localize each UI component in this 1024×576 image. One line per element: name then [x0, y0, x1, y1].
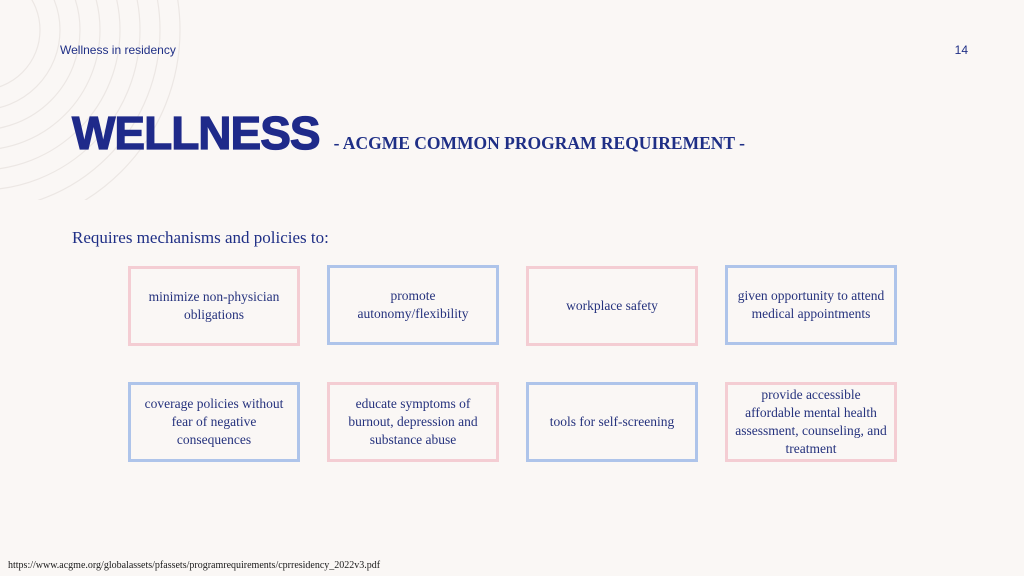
page-number: 14: [954, 43, 968, 57]
card-text: tools for self-screening: [549, 414, 675, 429]
card-text: coverage policies without fear of negative consequences: [144, 396, 284, 447]
intro-text: Requires mechanisms and policies to:: [72, 228, 329, 247]
requirement-card: [327, 265, 499, 345]
title-main: WELLNESS: [72, 107, 320, 159]
slide-title: [72, 106, 745, 160]
decorative-arcs: [0, 0, 260, 200]
section-label: Wellness in residency: [60, 43, 176, 57]
source-url[interactable]: https://www.acgme.org/globalassets/pfassets/programrequirements/cprresidency_2022v3.pdf: [8, 560, 381, 571]
card-text: minimize non-physician obligations: [148, 289, 280, 322]
requirement-card: [725, 265, 897, 345]
requirement-card: [725, 382, 897, 462]
requirement-card: [128, 266, 300, 346]
requirement-card: [526, 382, 698, 462]
requirement-card: [128, 382, 300, 462]
card-text: promote autonomy/flexibility: [357, 288, 469, 321]
requirement-card: [526, 266, 698, 346]
card-text: given opportunity to attend medical appointments: [737, 288, 885, 321]
card-text: educate symptoms of burnout, depression and substance abuse: [348, 396, 478, 447]
card-text: workplace safety: [566, 298, 658, 313]
title-subtitle: - ACGME COMMON PROGRAM REQUIREMENT -: [333, 133, 745, 153]
requirement-card: [327, 382, 499, 462]
card-text: provide accessible affordable mental health assessment, counseling, and treatment: [735, 387, 887, 456]
